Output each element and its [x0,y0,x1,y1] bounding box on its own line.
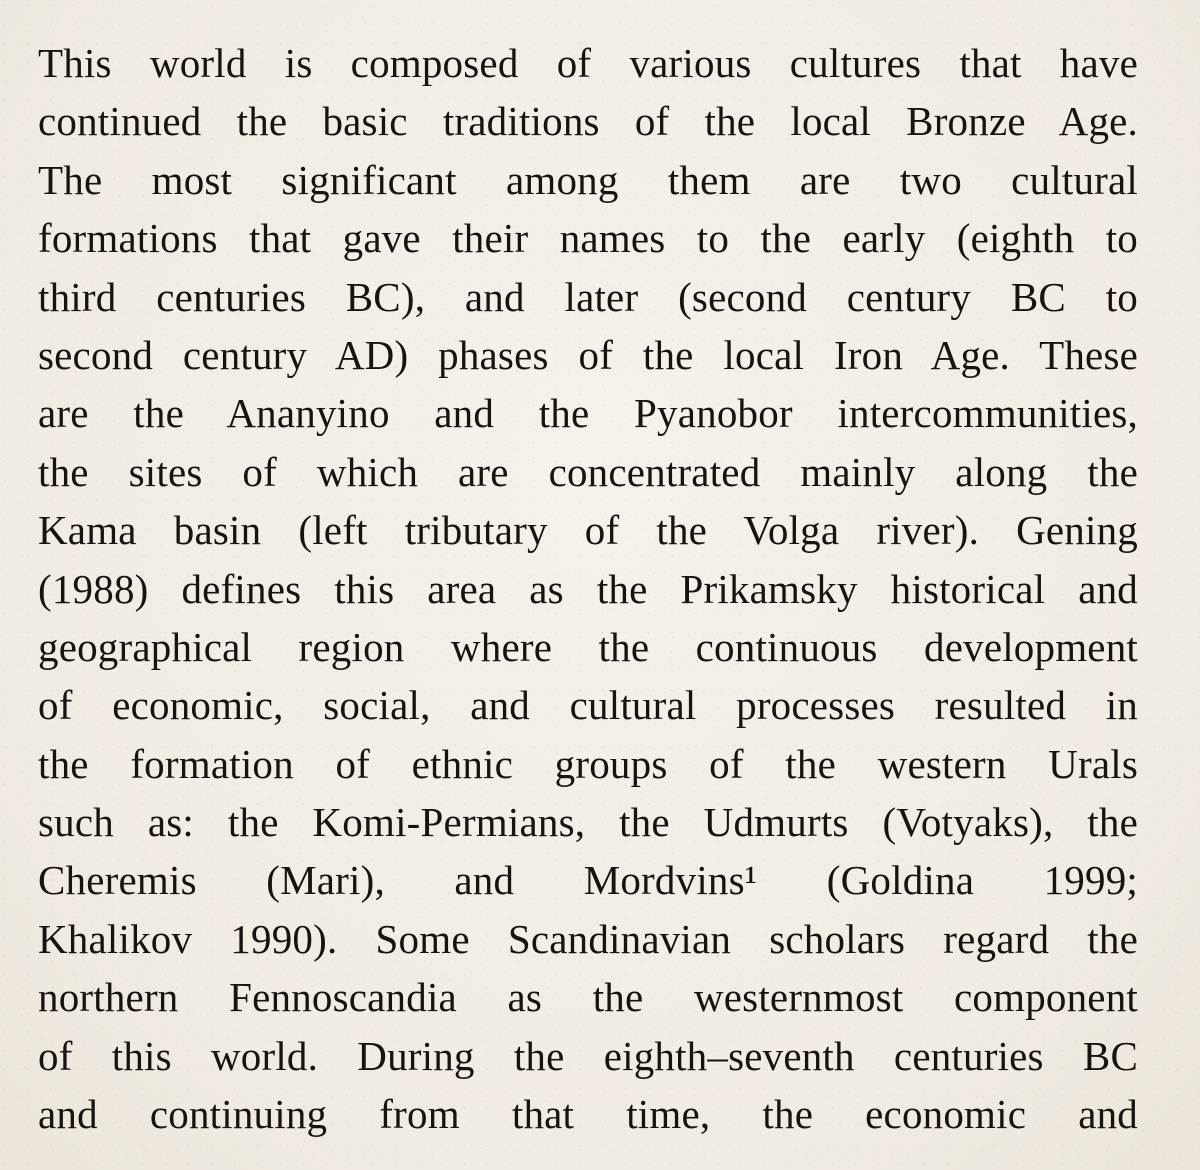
text-line: Kama basin (left tributary of the Volga river). Gening [38,507,1138,554]
text-line: northern Fennoscandia as the westernmost component [38,974,1138,1021]
text-line: such as: the Komi-Permians, the Udmurts (Votyaks), the [38,799,1138,846]
text-line: Khalikov 1990). Some Scandinavian scholars regard the [38,915,1138,962]
text-line: of this world. During the eighth–seventh centuries BC [38,1032,1138,1079]
text-line: formations that gave their names to the early (eighth to [38,215,1138,262]
text-line: third centuries BC), and later (second century BC to [38,273,1138,320]
text-line: (1988) defines this area as the Prikamsky historical and [38,565,1138,612]
text-line: the formation of ethnic groups of the western Urals [38,740,1138,787]
text-line: second century AD) phases of the local Iron Age. These [38,331,1138,378]
text-line: geographical region where the continuous development [38,623,1138,670]
text-line: This world is composed of various cultures that have [38,40,1138,86]
text-line: continued the basic traditions of the local Bronze Age. [38,98,1138,145]
text-line: of economic, social, and cultural processes resulted in [38,682,1138,729]
text-line: the sites of which are concentrated mainly along the [38,448,1138,495]
text-line: The most significant among them are two cultural [38,156,1138,203]
text-line: Cheremis (Mari), and Mordvins¹ (Goldina 1999; [38,857,1138,904]
text-line: and continuing from that time, the economic and [38,1091,1138,1138]
text-line: are the Ananyino and the Pyanobor intercommunities, [38,390,1138,437]
body-paragraph [38,34,1138,1143]
